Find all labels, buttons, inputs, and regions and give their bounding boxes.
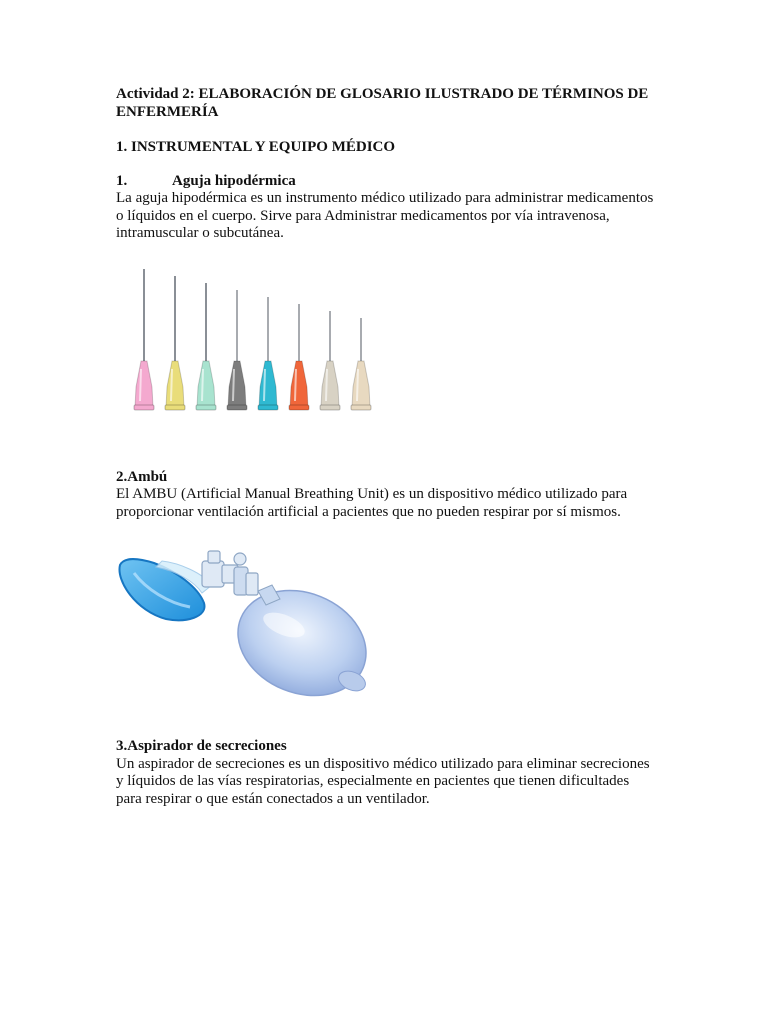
- item-title: Aguja hipodérmica: [172, 172, 296, 189]
- ambu-image: [116, 541, 386, 706]
- item-description-ambu: El AMBU (Artificial Manual Breathing Unit) es un dispositivo médico utilizado para proporcionar ventilación artificial a pacientes que no pueden respirar por sí mismos.: [116, 486, 628, 520]
- needle-shape: [165, 276, 185, 410]
- section-heading: 1. INSTRUMENTAL Y EQUIPO MÉDICO: [116, 139, 396, 155]
- needles-image: [116, 261, 396, 421]
- document-body: [116, 86, 656, 808]
- needle-shape: [351, 318, 371, 410]
- needle-shape: [134, 269, 154, 410]
- needle-shape: [289, 304, 309, 410]
- needle-shape: [196, 283, 216, 410]
- item-title: Aspirador de secreciones: [127, 738, 287, 754]
- needle-shape: [320, 311, 340, 410]
- item-number: 3.: [116, 738, 128, 754]
- item-heading-aspirador: [116, 738, 656, 756]
- item-heading-ambu: [116, 469, 656, 487]
- item-description-aspirador: Un aspirador de secreciones es un dispositivo médico utilizado para eliminar secreciones y líquidos de las vías respiratorias, especialmente en pacientes que tienen dificultades para respirar o que están conectados a un ventilador.: [116, 755, 650, 807]
- item-title: Ambú: [127, 468, 168, 485]
- ambu-illustration: [116, 541, 386, 706]
- needles-illustration: [116, 261, 396, 421]
- page-title: Actividad 2: ELABORACIÓN DE GLOSARIO ILUSTRADO DE TÉRMINOS DE ENFERMERÍA: [116, 86, 649, 120]
- item-heading-aguja: [116, 173, 656, 191]
- item-description-aguja: La aguja hipodérmica es un instrumento médico utilizado para administrar medicamentos o líquidos en el cuerpo. Sirve para Administrar medicamentos por vía intravenosa, intramuscular o subcutánea.: [116, 190, 654, 241]
- needle-shape: [227, 290, 247, 410]
- needle-shape: [258, 297, 278, 410]
- face-mask-shape: [119, 559, 212, 620]
- item-number: 1.: [116, 172, 128, 189]
- valve-assembly: [202, 551, 258, 595]
- item-number: 2.: [116, 468, 128, 485]
